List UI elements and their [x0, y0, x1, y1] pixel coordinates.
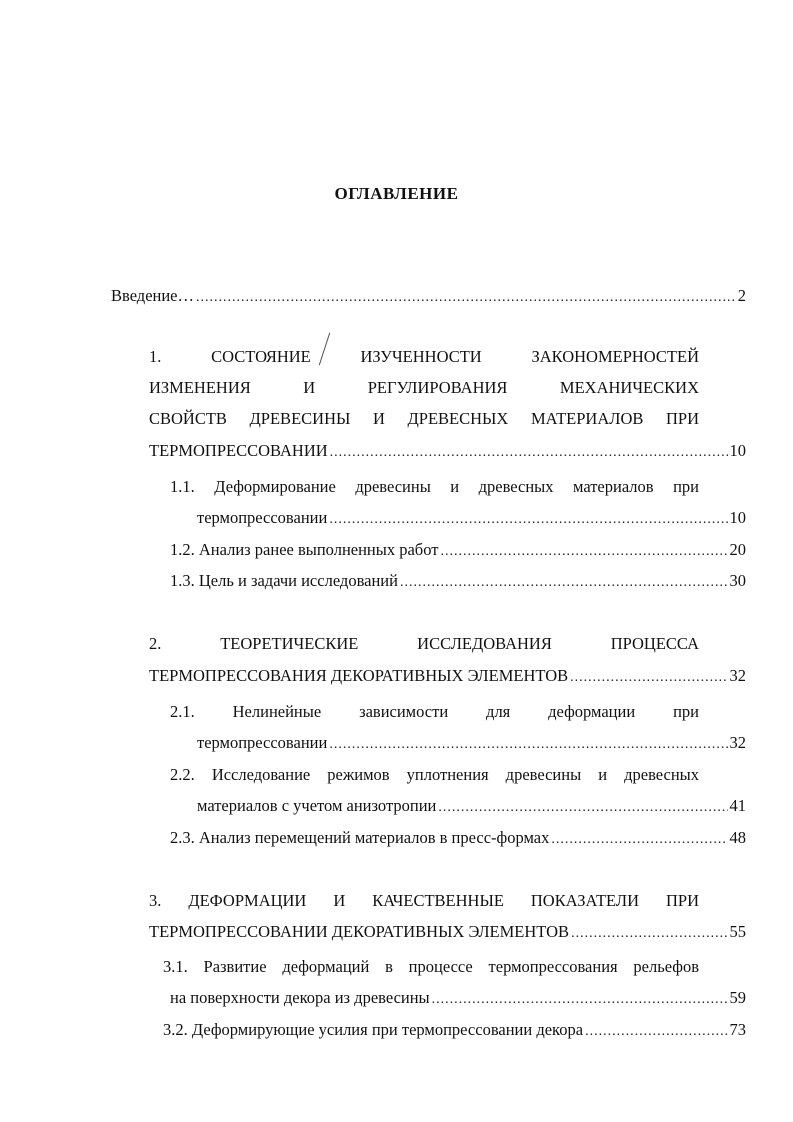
toc-page: 2 [737, 286, 746, 305]
toc-chapter-1-line-4 [149, 441, 746, 463]
toc-label: ТЕРМОПРЕССОВАНИИ [149, 441, 328, 460]
toc-word: ПРОЦЕССА [610, 634, 699, 653]
dot-leader [440, 542, 727, 562]
toc-page: 32 [729, 666, 746, 685]
toc-page: 73 [729, 1020, 746, 1039]
toc-word: при [673, 702, 699, 721]
toc-chapter-3-line-1: 3. ДЕФОРМАЦИИ И КАЧЕСТВЕННЫЕ ПОКАЗАТЕЛИ ПРИ [149, 891, 699, 910]
toc-label: на поверхности декора из древесины [170, 988, 430, 1007]
dot-leader [329, 735, 727, 755]
page-title: ОГЛАВЛЕНИЕ [334, 184, 459, 203]
toc-label: 2.3. Анализ перемещений материалов в пресс-формах [170, 828, 550, 847]
section-number: 2.1. [170, 702, 195, 721]
toc-label: 1.3. Цель и задачи исследований [170, 571, 398, 590]
toc-section-3-2 [163, 1020, 746, 1042]
toc-word: СОСТОЯНИЕ [211, 347, 311, 366]
toc-label: материалов с учетом анизотропии [197, 796, 437, 815]
toc-chapter-2-line-2 [149, 666, 746, 688]
toc-section-2-2-line-2 [197, 796, 746, 818]
toc-chapter-1-line-1 [149, 347, 699, 367]
toc-word: деформации [548, 702, 636, 721]
toc-page: 48 [729, 828, 746, 847]
dot-leader [571, 924, 727, 944]
dot-leader [585, 1022, 727, 1042]
toc-word: ИЗМЕНЕНИЯ [149, 378, 251, 397]
toc-section-1-1-line-2 [197, 508, 746, 530]
dot-leader [196, 288, 736, 308]
toc-page: 55 [729, 922, 746, 941]
toc-word: ЗАКОНОМЕРНОСТЕЙ [531, 347, 699, 366]
toc-page: 32 [729, 733, 746, 752]
toc-section-2-1-line-1 [170, 702, 699, 722]
toc-page: 30 [729, 571, 746, 590]
dot-leader [551, 830, 727, 850]
toc-word: зависимости [359, 702, 449, 721]
toc-label: термопрессовании [197, 508, 328, 527]
toc-label: 1.2. Анализ ранее выполненных работ [170, 540, 439, 559]
dot-leader [329, 510, 727, 530]
toc-label: ТЕРМОПРЕССОВАНИИ ДЕКОРАТИВНЫХ ЭЛЕМЕНТОВ [149, 922, 570, 941]
toc-label: термопрессовании [197, 733, 328, 752]
toc-entry-intro [111, 286, 746, 308]
toc-word: ИССЛЕДОВАНИЯ [417, 634, 552, 653]
toc-word: ИЗУЧЕННОСТИ [360, 347, 482, 366]
toc-page: 59 [729, 988, 746, 1007]
toc-page: 10 [729, 441, 746, 460]
toc-page: 10 [729, 508, 746, 527]
toc-page: 20 [729, 540, 746, 559]
chapter-number: 1. [149, 347, 162, 366]
toc-page: 41 [729, 796, 746, 815]
toc-section-3-1-line-2 [170, 988, 746, 1010]
toc-chapter-1-line-2 [149, 378, 699, 398]
toc-label: 3.2. Деформирующие усилия при термопрессовании декора [163, 1020, 584, 1039]
toc-label: ТЕРМОПРЕССОВАНИЯ ДЕКОРАТИВНЫХ ЭЛЕМЕНТОВ [149, 666, 569, 685]
toc-section-1-2 [170, 540, 746, 562]
toc-word: ТЕОРЕТИЧЕСКИЕ [220, 634, 359, 653]
toc-section-1-3 [170, 571, 746, 593]
toc-word: Нелинейные [232, 702, 322, 721]
toc-label: Введение… [111, 286, 195, 305]
toc-section-2-3 [170, 828, 746, 850]
dot-leader [432, 990, 728, 1010]
toc-chapter-1-line-3: СВОЙСТВ ДРЕВЕСИНЫ И ДРЕВЕСНЫХ МАТЕРИАЛОВ ПРИ [149, 409, 699, 428]
toc-word: для [486, 702, 511, 721]
toc-section-2-1-line-2 [197, 733, 746, 755]
toc-section-3-1-line-1: 3.1. Развитие деформаций в процессе термопрессования рельефов [163, 957, 699, 976]
toc-word: И [303, 378, 316, 397]
dot-leader [438, 798, 727, 818]
toc-word: МЕХАНИЧЕСКИХ [559, 378, 699, 397]
dot-leader [400, 573, 728, 593]
toc-section-1-1-line-1: 1.1. Деформирование древесины и древесных материалов при [170, 477, 699, 496]
toc-chapter-2-line-1 [149, 634, 699, 654]
toc-section-2-2-line-1: 2.2. Исследование режимов уплотнения древесины и древесных [170, 765, 699, 784]
dot-leader [330, 443, 728, 463]
chapter-number: 2. [149, 634, 162, 653]
toc-word: РЕГУЛИРОВАНИЯ [367, 378, 508, 397]
dot-leader [570, 668, 727, 688]
toc-chapter-3-line-2 [149, 922, 746, 944]
